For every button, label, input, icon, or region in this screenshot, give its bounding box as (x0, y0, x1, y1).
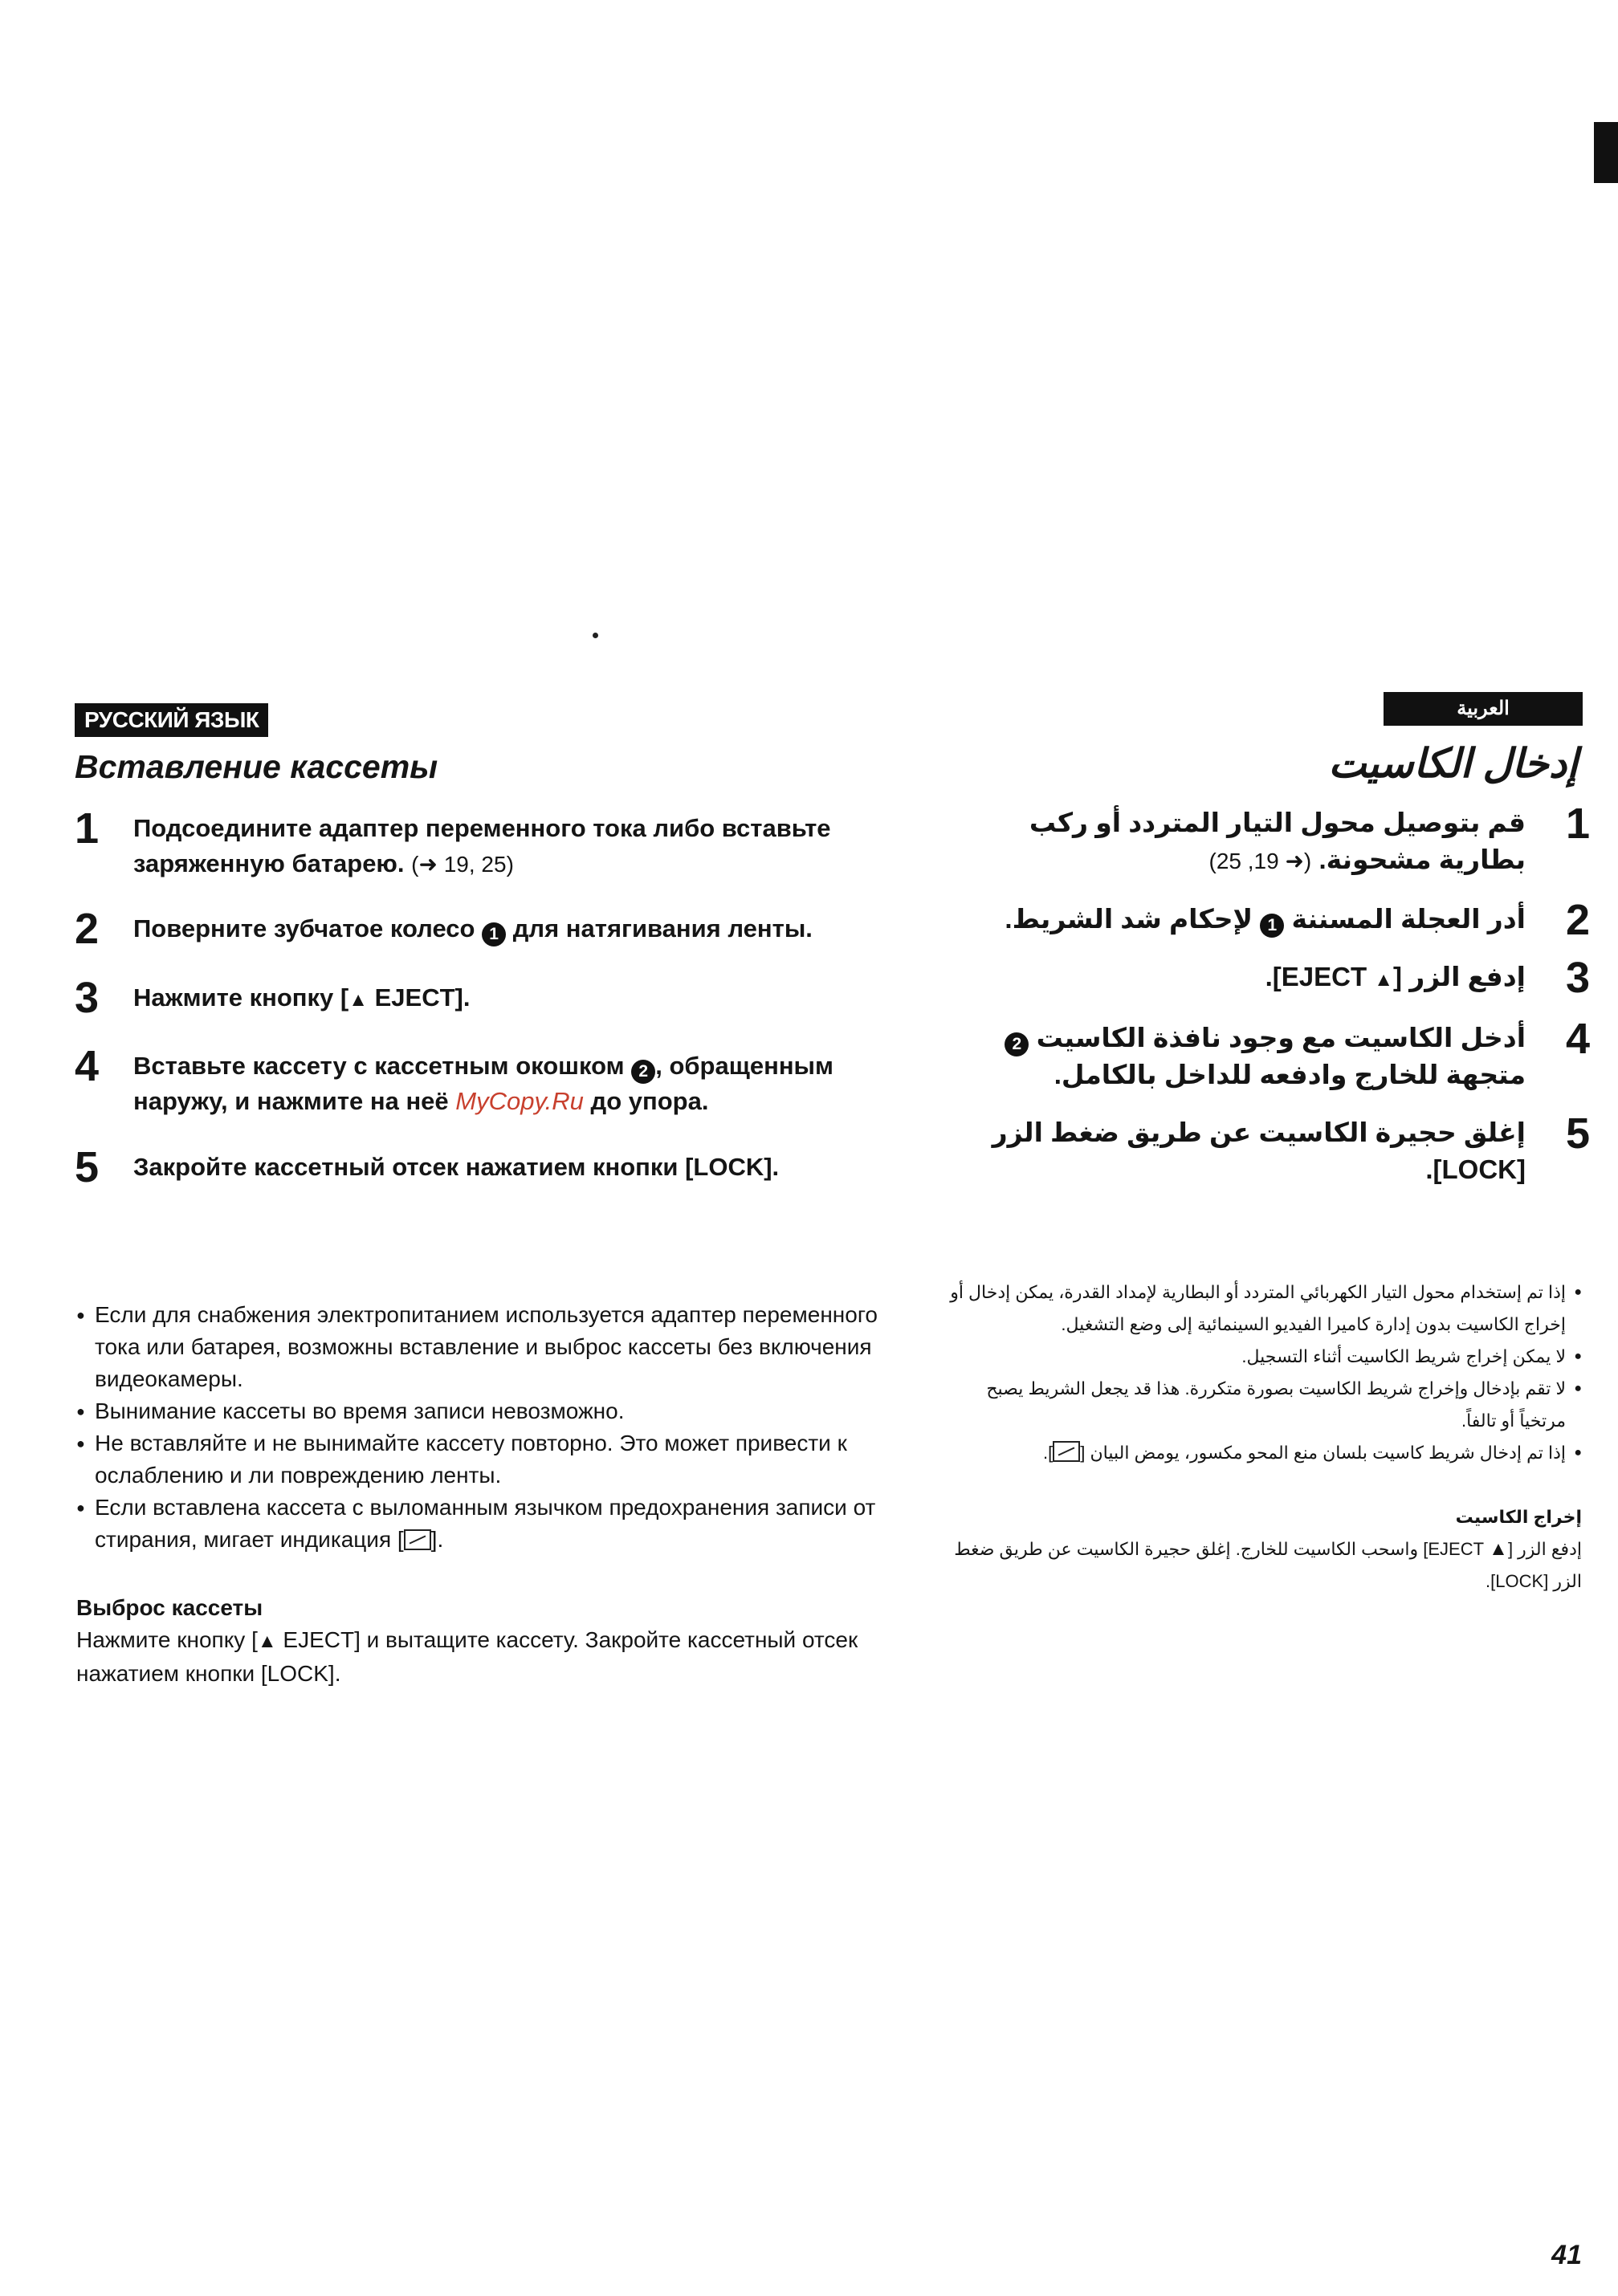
russian-step-1 (75, 804, 878, 882)
step-text: , обращенным наружу, и нажмите на неё (133, 1052, 833, 1115)
page-reference: (➜ 19, 25) (411, 852, 514, 877)
step-text: Вставьте кассету с кассетным окошком (133, 1052, 625, 1080)
eject-text-part: EJECT] واسحب الكاسيت للخارج. إغلق حجيرة الكاسيت عن طريق ضغط الزر [LOCK]. (954, 1539, 1582, 1591)
step-number: 2 (1565, 896, 1590, 944)
note-item (76, 1492, 879, 1556)
watermark: MyCopy.Ru (455, 1087, 584, 1115)
page-reference: (➜ 19, 25) (1208, 849, 1312, 873)
eject-text (76, 1624, 879, 1690)
eject-text (939, 1533, 1582, 1598)
note-item: ● Вынимание кассеты во время записи невозможно. (76, 1395, 879, 1427)
section-edge-tab (1594, 122, 1618, 183)
eject-icon: ▲ (1374, 969, 1394, 991)
note-item: ● لا تقم بإدخال وإخراج شريط الكاسيت بصورة متكررة. هذا قد يجعل الشريط يصبح مرتخياً أو تالفاً. (939, 1373, 1582, 1437)
arabic-step-1 (948, 800, 1590, 880)
note-item: ● إذا تم إستخدام محول التيار الكهربائي المتردد أو البطارية لإمداد القدرة، يمكن إدخال أو إخراج الكاسيت بدون إدارة كاميرا الفيديو السينمائية إلى وضع التشغيل. (939, 1276, 1582, 1341)
stray-dot (593, 633, 598, 638)
russian-step-2 (75, 905, 878, 953)
note-item (939, 1437, 1582, 1469)
eject-icon: ▲ (257, 1630, 277, 1652)
russian-steps (75, 804, 878, 1191)
step-text: Нажмите кнопку [ (133, 983, 349, 1012)
arabic-eject-section (939, 1501, 1582, 1598)
step-text: إغلق حجيرة الكاسيت عن طريق ضغط الزر [LOCK]. (992, 1117, 1526, 1184)
step-text: до упора. (590, 1087, 709, 1115)
arabic-title: إدخال الكاسيت (1328, 741, 1578, 786)
step-number: 3 (1565, 954, 1590, 1002)
russian-eject-section (76, 1592, 879, 1690)
step-number: 4 (75, 1042, 100, 1090)
marker-1-icon: 1 (1260, 914, 1284, 938)
arabic-step-4 (948, 1015, 1590, 1093)
step-number: 3 (75, 974, 100, 1022)
note-item: ● Если для снабжения электропитанием используется адаптер переменного тока или батарея, возможны вставление и выброс кассеты без включения видеокамеры. (76, 1299, 879, 1395)
broken-tab-icon (404, 1529, 431, 1550)
step-number: 2 (75, 905, 100, 953)
marker-2-icon: 2 (631, 1060, 655, 1084)
step-text: Подсоедините адаптер переменного тока либо вставьте заряженную батарею. (133, 814, 831, 877)
step-text: متجهة للخارج وادفعه للداخل بالكامل. (1054, 1060, 1526, 1089)
eject-icon: ▲ (348, 989, 368, 1011)
step-number: 5 (75, 1143, 100, 1191)
arabic-step-5 (948, 1109, 1590, 1188)
note-text: Если вставлена кассета с выломанным язычком предохранения записи от стирания, мигает индикация [ (95, 1495, 876, 1552)
step-text: для натягивания ленты. (512, 914, 813, 942)
arabic-step-3 (948, 954, 1590, 1002)
russian-notes (76, 1299, 879, 1556)
step-text: EJECT]. (368, 983, 471, 1012)
eject-heading: إخراج الكاسيت (1455, 1507, 1582, 1527)
note-item: ● Не вставляйте и не вынимайте кассету повторно. Это может привести к ослаблению и ли повреждению ленты. (76, 1427, 879, 1492)
arabic-step-2 (948, 896, 1590, 944)
step-text: Поверните зубчатое колесо (133, 914, 475, 942)
step-text: Закройте кассетный отсек нажатием кнопки [LOCK]. (133, 1153, 780, 1181)
eject-text-part: EJECT] и вытащите кассету. Закройте кассетный отсек нажатием кнопки [LOCK]. (76, 1627, 858, 1686)
step-text: أدخل الكاسيت مع وجود نافذة الكاسيت (1036, 1023, 1526, 1052)
marker-1-icon: 1 (482, 922, 506, 946)
note-text: إذا تم إدخال شريط كاسيت بلسان منع المحو مكسور، يومض البيان [ (1080, 1443, 1566, 1463)
step-text: أدر العجلة المسننة (1291, 904, 1526, 934)
step-text: EJECT]. (1265, 962, 1375, 991)
step-number: 4 (1565, 1015, 1590, 1063)
note-text: ]. (430, 1527, 444, 1552)
arabic-steps (948, 800, 1590, 1188)
page-number: 41 (1551, 2240, 1582, 2270)
note-text: ]. (1043, 1443, 1054, 1463)
russian-step-4 (75, 1042, 878, 1119)
arabic-language-badge: العربية (1384, 692, 1583, 726)
russian-title: Вставление кассеты (75, 748, 438, 785)
step-number: 5 (1565, 1109, 1590, 1158)
russian-language-badge: РУССКИЙ ЯЗЫК (75, 703, 268, 737)
step-text: قم بتوصيل محول التيار المتردد أو ركب بطارية مشحونة. (1029, 808, 1526, 874)
step-number: 1 (75, 804, 100, 853)
step-text: لإحكام شد الشريط. (1005, 904, 1253, 934)
eject-text-part: Нажмите кнопку [ (76, 1627, 258, 1652)
note-item: ● لا يمكن إخراج شريط الكاسيت أثناء التسجيل. (939, 1341, 1582, 1373)
step-number: 1 (1565, 800, 1590, 848)
step-text: إدفع الزر [ (1393, 962, 1526, 991)
eject-icon: ▲ (1489, 1538, 1508, 1560)
russian-step-3 (75, 974, 878, 1022)
marker-2-icon: 2 (1005, 1032, 1029, 1056)
arabic-notes (939, 1276, 1582, 1469)
eject-heading: Выброс кассеты (76, 1595, 263, 1620)
russian-step-5 (75, 1143, 878, 1191)
eject-text-part: إدفع الزر [ (1507, 1539, 1582, 1559)
broken-tab-icon (1053, 1441, 1080, 1462)
